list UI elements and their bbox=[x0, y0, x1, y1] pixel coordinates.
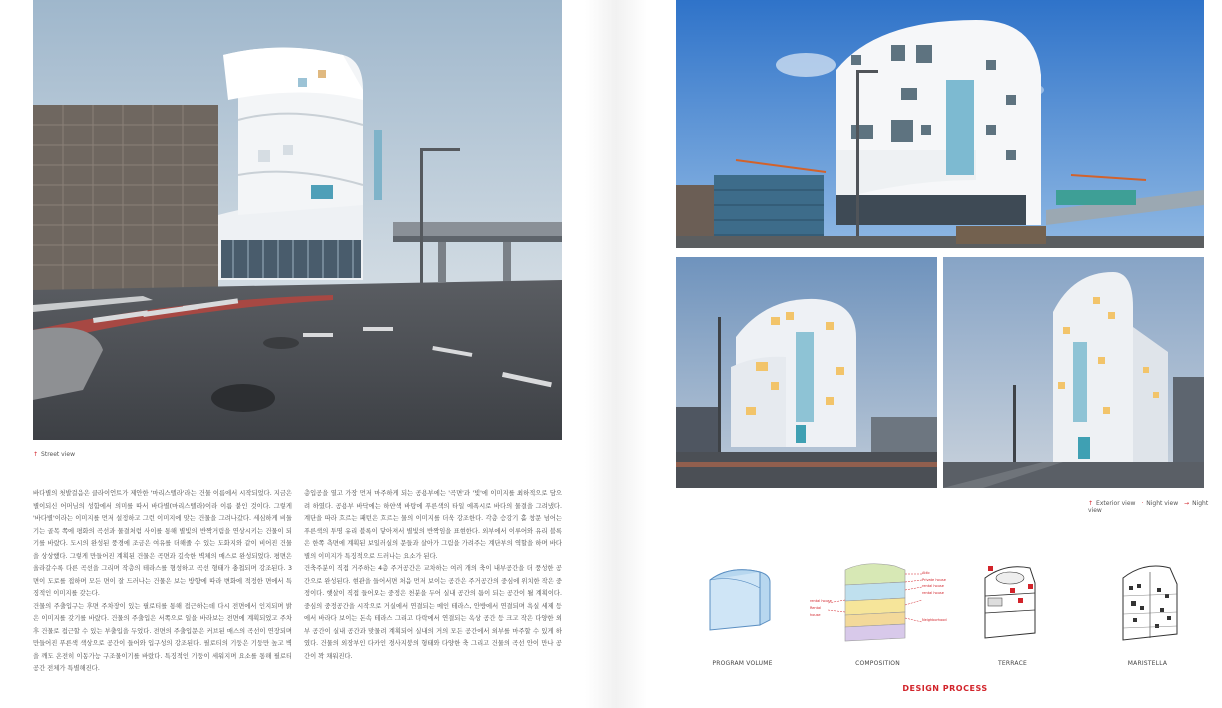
article-column-2 bbox=[304, 488, 562, 688]
article-paragraph: 층입공을 열고 가장 먼저 마주하게 되는 공용부에는 '곡면'과 '빛'에 이미지를 최하적으로 담으려 하였다. 공용부 바닥에는 하얀색 바탕에 푸른색의 타일 에폭시로 바다의 물결을 그려냈다. 계단을 따라 흐르는 패턴은 흐르는 물의 이미지를 더욱 강조한다. 각층 승강기 홀 창문 넘어는 푸른색의 투명 유리 블록이 닿아져서 별빛의 반짝임을 표현한다. 외부에서 이루어와 유리 블록은 한쪽 측면에 계획된 보일러실의 문들과 살아가 그림을 가려주는 계단부의 역할을 하며 바다별의 이미지가 특징적으로 드러나는 요소가 된다. bbox=[304, 490, 562, 560]
design-process-title: DESIGN PROCESS bbox=[902, 684, 988, 693]
program-volume-label: PROGRAM VOLUME bbox=[712, 660, 773, 667]
composition-tag: Rental house bbox=[810, 606, 822, 617]
caption-text: Night view bbox=[1146, 500, 1179, 507]
composition-tag: rental house bbox=[922, 590, 944, 595]
composition-tag: rental house bbox=[810, 599, 832, 603]
terrace-label: TERRACE bbox=[998, 660, 1027, 667]
right-photos-caption: ↑ Exterior view · Night view → Night view bbox=[1088, 500, 1209, 514]
composition-label: COMPOSITION bbox=[855, 660, 900, 667]
caption-text: Night view bbox=[1088, 500, 1209, 514]
page-gutter bbox=[585, 0, 647, 708]
article-paragraph: 바다별의 첫발걸음은 클라이언트가 제안한 '마리스텔라'라는 건물 이름에서 시작되었다. 지금은 별이되신 어머님의 성함에서 의미를 따서 바다별(마리스텔라)이라 이름 붙인 것이다. 그렇게 '바다별'이라는 이미지를 먼저 설정하고 그런 이미지에 맞는 건물을 그려나갔다. 세심하게 비둘기는 골목 쪽에 평화의 곡선과 물결처럼 사이를 통해 별빛의 반짝거림을 연상시키는 건물이 되기를 바랐다. 도시의 완성된 풍경에 조금은 여유를 더해줄 수 있는 도화지와 같이 비어진 건물을 상상했다. 그렇게 만들어진 계획된 건물은 곡면과 깊숙한 벽체의 매스로 완성되었다. 평면은 올라갈수록 다른 곡선을 그리며 작층의 테라스를 형성하고 곡선 형태가 충첩되며 강조된다. 3면이 도로를 접하며 모든 면이 잘 드러나는 건물은 보는 방향에 따라 변화에 적정한 면에서 특징적인 이미지를 갖는다. bbox=[33, 490, 292, 597]
caption-marker-icon: ↑ bbox=[33, 451, 39, 458]
caption-text: Street view bbox=[41, 451, 75, 458]
night-view-photo-2 bbox=[943, 257, 1204, 488]
exterior-view-photo bbox=[676, 0, 1204, 248]
street-view-caption bbox=[33, 451, 75, 458]
night-view-photo-1 bbox=[676, 257, 937, 488]
composition-diagram bbox=[810, 560, 950, 650]
maristella-diagram bbox=[1105, 556, 1190, 646]
article-paragraph: 건축주분이 직접 거주하는 4층 주거공간은 교차하는 여러 개의 축이 내부공간을 더 풍성한 공간으로 완성된다. 현관을 들어서면 처음 먼저 보이는 공간은 주거공간의 중심에 위치한 작은 중정이다. 햇살이 직접 들어오는 중정은 천분을 두어 실내 공간의 틈이 되는 공간이 될 계획이다. 중심의 중정공간을 시작으로 거실에서 연결되는 메인 테라스, 안방에서 연결되며 욕실 세제 등에서 바라다 보이는 돈속 테라스 그리고 다락에서 연결되는 옥상 공간 등 크고 작은 다양한 외부 공간이 실내 공간과 맞물려 계획되어 실내의 거의 모든 공간에서 외부를 마주할 수 있게 하였다. 건물의 외장부인 다카인 경사지붕의 형태와 다양한 축 그리고 건물의 곡선 안이 만나 공간이 꽉 채워진다. bbox=[304, 565, 562, 660]
composition-tag: Private house bbox=[922, 577, 946, 582]
article-column-1 bbox=[33, 488, 292, 700]
program-volume-diagram bbox=[700, 560, 780, 640]
maristella-label: MARISTELLA bbox=[1127, 660, 1168, 667]
caption-marker-icon: ↑ bbox=[1088, 500, 1094, 507]
article-paragraph: 건물의 주출입구는 후면 주차장이 있는 필로티를 통해 접근하는데 다시 전면에서 인지되며 밝은 이미지를 갖기를 바랐다. 건물의 주출입은 서쪽으로 일을 바라보는 전면에 계획되었고 주차 후 건물로 접근할 수 있는 부출입을 두었다. 전면의 주출입문은 커브된 매스의 곡선이 연장되며 만들어진 푸른색 색상으로 공간이 들어와 입구성의 강조된다. 필로티의 기둥은 기둥만 높고 벽을 깨도 온전히 이동가능 구조물이기를 바랐다. 특징적인 기둥이 세워지며 요소를 통해 필로티 공간 전체가 특별해진다. bbox=[33, 602, 292, 672]
street-view-photo bbox=[33, 0, 562, 440]
composition-tag: Neighborhood bbox=[922, 618, 947, 622]
caption-text: Exterior view bbox=[1096, 500, 1136, 507]
terrace-diagram bbox=[970, 558, 1050, 648]
composition-tag: rental house bbox=[922, 584, 944, 589]
composition-tag: Attic bbox=[922, 571, 930, 575]
